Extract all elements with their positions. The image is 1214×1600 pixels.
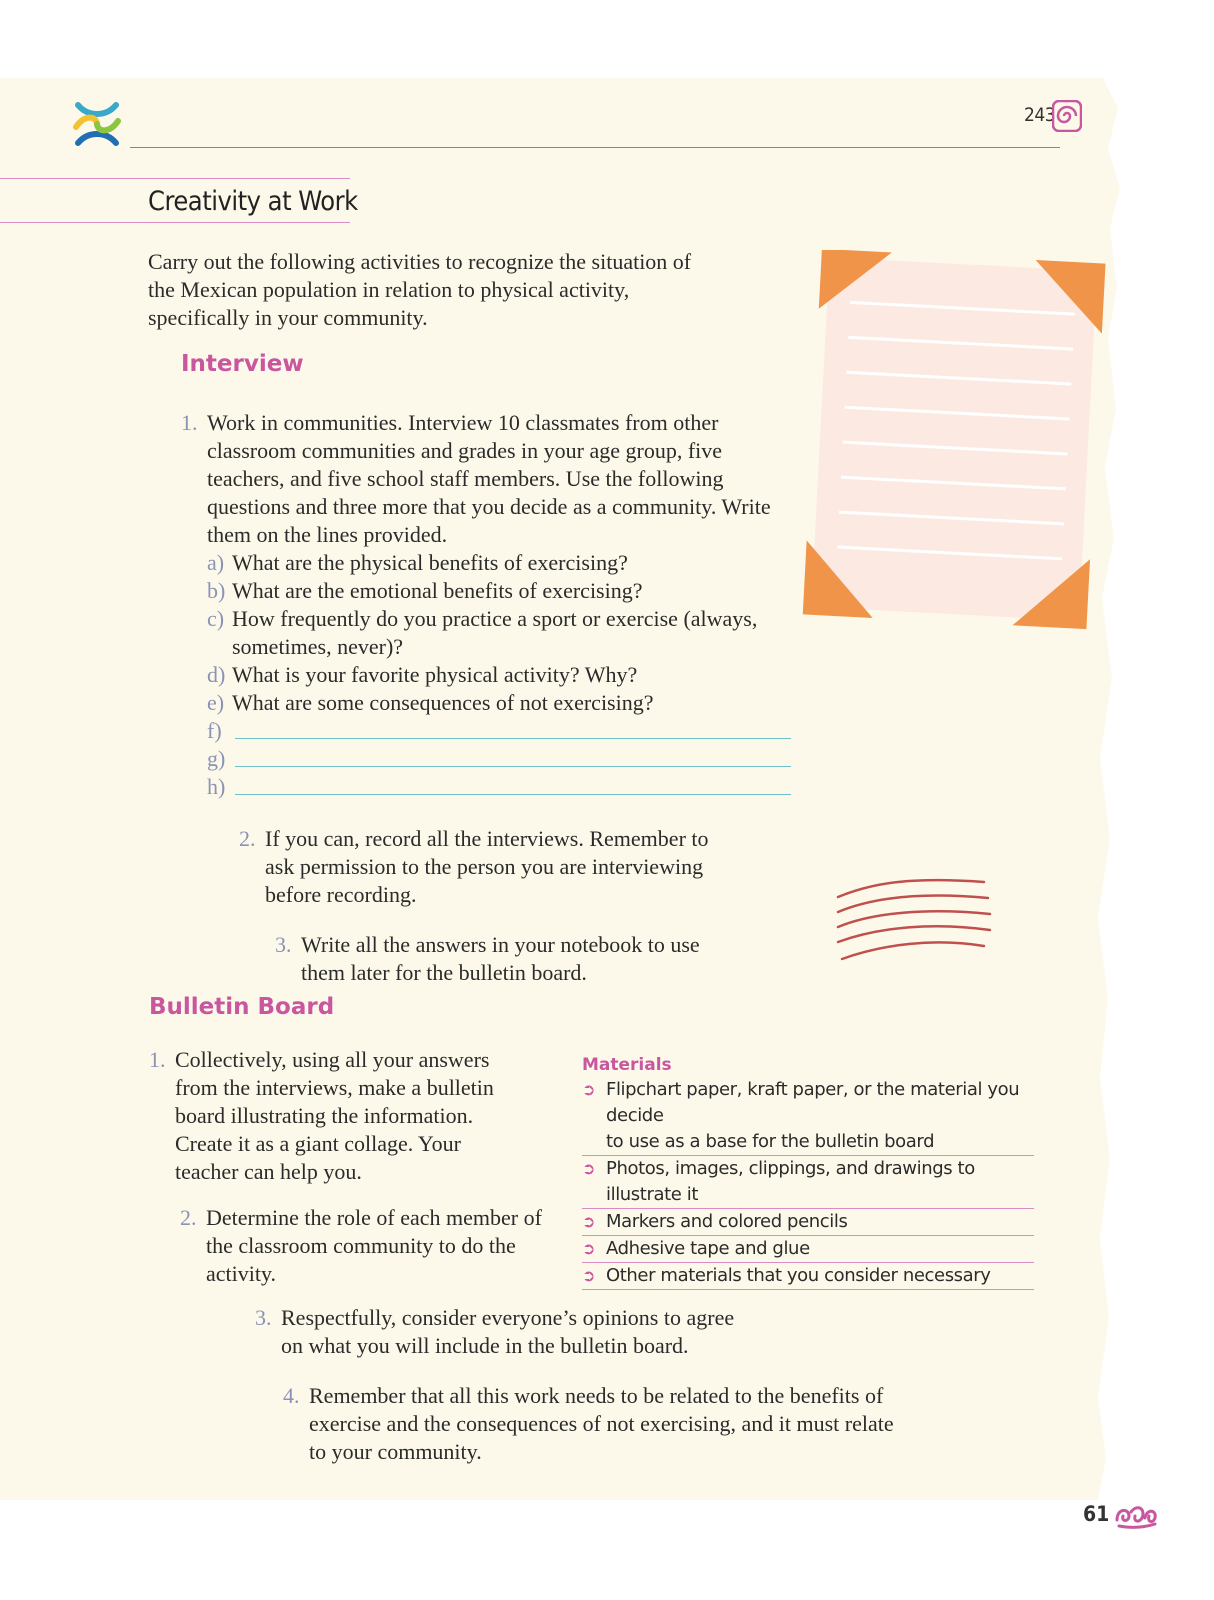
community-logo-icon [70, 97, 124, 151]
material-item: ➲ Markers and colored pencils [582, 1209, 1034, 1236]
material-item: to use as a base for the bulletin board [582, 1129, 1034, 1156]
bulletin-item-4 [283, 1382, 903, 1466]
material-item: ➲ Adhesive tape and glue [582, 1236, 1034, 1263]
bulletin-item-1 [149, 1046, 519, 1186]
spiral-ornament-icon [1052, 100, 1082, 132]
item-text: If you can, record all the interviews. Remember to ask permission to the person you are interviewing before recording. [265, 826, 709, 907]
interview-item-3 [275, 931, 725, 987]
item-number: 1. [149, 1047, 166, 1072]
question-letter: b) [207, 578, 226, 603]
bulletin-item-3 [255, 1304, 755, 1360]
postmark-waves-illustration [834, 872, 994, 967]
section-title: Creativity at Work [148, 186, 358, 217]
item-number: 3. [275, 932, 292, 957]
question-letter: e) [207, 690, 225, 715]
bullet-icon: ➲ [582, 1159, 596, 1178]
question-letter: c) [207, 606, 225, 631]
bullet-icon: ➲ [582, 1212, 596, 1231]
material-item: ➲ Other materials that you consider necessary [582, 1263, 1034, 1290]
header-rule [130, 147, 1060, 148]
bullet-icon: ➲ [582, 1266, 596, 1285]
answer-line-g[interactable] [235, 745, 791, 767]
question-text: What are the physical benefits of exercising? [232, 550, 628, 575]
interview-item-1 [181, 409, 791, 801]
page-number-bottom: 61 [1083, 1502, 1110, 1526]
item-number: 4. [283, 1383, 300, 1408]
item-text: Determine the role of each member of the classroom community to do the activity. [206, 1205, 542, 1286]
item-number: 1. [181, 410, 198, 435]
interview-heading: Interview [181, 351, 304, 377]
item-text: Remember that all this work needs to be related to the benefits of exercise and the consequences of not exercising, and it must relate to your community. [309, 1383, 894, 1464]
item-text: Respectfully, consider everyone’s opinions to agree on what you will include in the bulletin board. [281, 1305, 735, 1358]
materials-box [582, 1055, 1034, 1290]
material-item: ➲ Flipchart paper, kraft paper, or the material you decide [582, 1077, 1034, 1129]
question-text: How frequently do you practice a sport or exercise (always, sometimes, never)? [232, 606, 758, 659]
materials-title: Materials [582, 1055, 672, 1075]
item-text: Collectively, using all your answers from the interviews, make a bulletin board illustrating the information. Create it as a giant collage. Your teacher can help you. [175, 1047, 494, 1184]
bulletin-heading: Bulletin Board [149, 994, 335, 1020]
question-letter: d) [207, 662, 226, 687]
answer-line-f[interactable] [235, 717, 791, 739]
question-letter: h) [207, 774, 226, 799]
question-text: What are some consequences of not exercising? [232, 690, 654, 715]
bullet-icon: ➲ [582, 1239, 596, 1258]
footer-ornament-icon [1113, 1502, 1159, 1530]
answer-line-h[interactable] [235, 773, 791, 795]
question-text: What are the emotional benefits of exercising? [232, 578, 643, 603]
question-letter: a) [207, 550, 225, 575]
item-number: 2. [180, 1205, 197, 1230]
item-text: Write all the answers in your notebook to use them later for the bulletin board. [301, 932, 700, 985]
page-number-top: 243 [1024, 104, 1056, 126]
question-letter: g) [207, 746, 226, 771]
item-number: 2. [239, 826, 256, 851]
material-item: ➲ Photos, images, clippings, and drawings to illustrate it [582, 1156, 1034, 1209]
intro-paragraph: Carry out the following activities to recognize the situation of the Mexican population in relation to physical activity, specifically in your community. [148, 249, 692, 330]
bulletin-item-2 [180, 1204, 545, 1288]
title-rule-top [0, 178, 350, 179]
bullet-icon: ➲ [582, 1080, 596, 1099]
question-text: What is your favorite physical activity? Why? [232, 662, 638, 687]
item-number: 3. [255, 1305, 272, 1330]
item-text: Work in communities. Interview 10 classmates from other classroom communities and grades in your age group, five teachers, and five school staff members. Use the following questions and three more that you decide as a community. Write them on the lines provided. [207, 410, 771, 547]
note-paper-illustration [798, 250, 1110, 635]
interview-item-2 [239, 825, 739, 909]
title-rule-bottom [0, 222, 350, 223]
question-letter: f) [207, 718, 222, 743]
